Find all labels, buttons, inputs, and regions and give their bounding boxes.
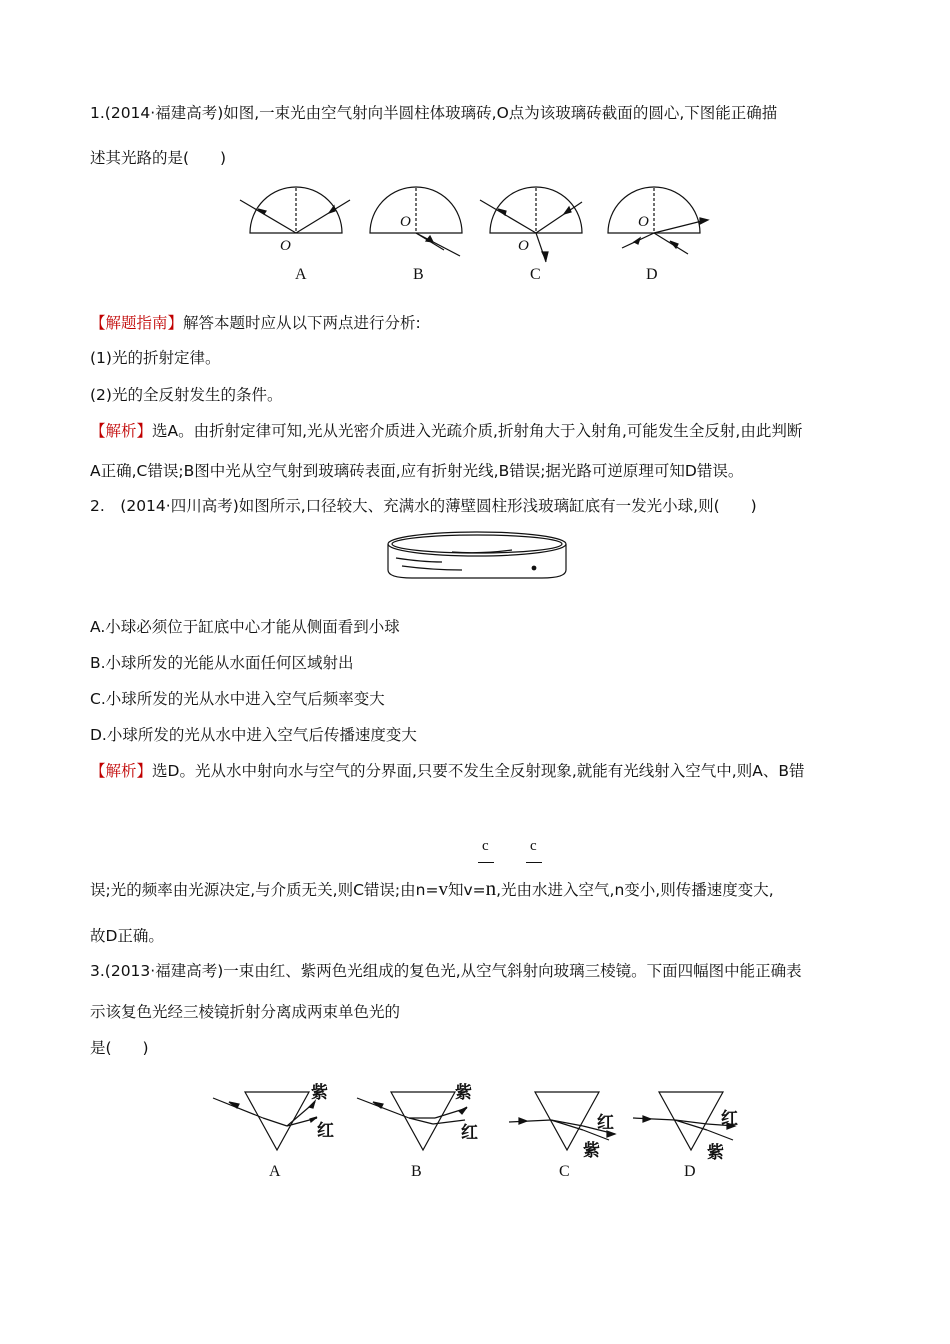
q2-stem: 2. (2014·四川高考)如图所示,口径较大、充满水的薄壁圆柱形浅玻璃缸底有一发光小球,则( ) <box>90 497 757 515</box>
q3-caption-a: A <box>269 1163 281 1180</box>
q1-center-label-a: O <box>280 238 291 254</box>
q3-d-purple-label: 紫 <box>707 1143 724 1162</box>
q1-caption-a: A <box>295 266 307 283</box>
q2-frac2-denominator: n <box>485 876 497 900</box>
q2-analysis <box>90 761 804 781</box>
q1-analysis-line2: A正确,C错误;B图中光从空气射到玻璃砖表面,应有折射光线,B错误;据光路可逆原理可知D错误。 <box>90 462 744 480</box>
q2-option-c: C.小球所发的光从水中进入空气后频率变大 <box>90 690 385 708</box>
q3-b-purple-label: 紫 <box>455 1083 472 1102</box>
q1-analysis <box>90 421 802 441</box>
q3-stem-line2: 示该复色光经三棱镜折射分离成两束单色光的 <box>90 1003 401 1021</box>
q2-option-b: B.小球所发的光能从水面任何区域射出 <box>90 654 354 672</box>
q2-option-a: A.小球必须位于缸底中心才能从侧面看到小球 <box>90 618 400 636</box>
q2-figure-glass-tank <box>382 528 572 588</box>
q1-center-label-c: O <box>518 238 529 254</box>
q1-figure-a <box>240 187 350 233</box>
q1-guide-text: 解答本题时应从以下两点进行分析: <box>183 314 421 332</box>
q1-figure-b <box>370 187 462 256</box>
q1-guide-tag: 【解题指南】 <box>90 314 184 332</box>
q3-c-red-label: 红 <box>597 1113 614 1132</box>
q2-analysis-line2-b: 知v= <box>447 881 486 899</box>
q1-caption-d: D <box>646 266 658 283</box>
q2-frac1-numerator: c <box>482 838 489 854</box>
q2-option-d: D.小球所发的光从水中进入空气后传播速度变大 <box>90 726 417 744</box>
q1-center-label-d: O <box>638 214 649 230</box>
q3-d-red-label: 红 <box>721 1109 738 1128</box>
q3-caption-b: B <box>411 1163 422 1180</box>
q1-analysis-text: 选A。由折射定律可知,光从光密介质进入光疏介质,折射角大于入射角,可能发生全反射,由此判断 <box>152 422 803 440</box>
q2-analysis-tag: 【解析】 <box>90 762 153 780</box>
q2-frac1-bar <box>478 862 494 863</box>
q3-caption-d: D <box>684 1163 696 1180</box>
q1-analysis-tag: 【解析】 <box>90 422 153 440</box>
q1-point1: (1)光的折射定律。 <box>90 349 221 367</box>
q2-analysis-line2-c: ,光由水进入空气,n变小,则传播速度变大, <box>496 881 774 899</box>
q2-analysis-line3: 故D正确。 <box>90 927 164 945</box>
q1-center-label-b: O <box>400 214 411 230</box>
q1-guide <box>90 313 421 333</box>
q2-analysis-line2 <box>90 878 774 900</box>
q3-stem-line1: 3.(2013·福建高考)一束由红、紫两色光组成的复色光,从空气斜射向玻璃三棱镜。下面四幅图中能正确表 <box>90 962 802 980</box>
q1-figure-c <box>480 187 582 262</box>
q3-figure-a <box>213 1092 317 1150</box>
q1-stem-line1: 1.(2014·福建高考)如图,一束光由空气射向半圆柱体玻璃砖,O点为该玻璃砖截面的圆心,下图能正确描 <box>90 104 778 122</box>
q2-analysis-text: 选D。光从水中射向水与空气的分界面,只要不发生全反射现象,就能有光线射入空气中,则A、B错 <box>152 762 805 780</box>
q3-figure-b <box>357 1092 467 1150</box>
q3-c-purple-label: 紫 <box>583 1141 600 1160</box>
q2-analysis-line2-a: 误;光的频率由光源决定,与介质无关,则C错误;由n= <box>90 881 439 899</box>
q3-b-red-label: 红 <box>461 1123 478 1142</box>
q3-a-purple-label: 紫 <box>311 1083 328 1102</box>
q3-stem-line3: 是( ) <box>90 1039 149 1057</box>
q3-a-red-label: 红 <box>317 1121 334 1140</box>
q1-stem-line2: 述其光路的是( ) <box>90 149 227 167</box>
q3-caption-c: C <box>559 1163 570 1180</box>
q1-caption-b: B <box>413 266 424 283</box>
q3-figures <box>205 1080 765 1165</box>
q2-frac2-bar <box>526 862 542 863</box>
q2-frac2-numerator: c <box>530 838 537 854</box>
q1-figure-d <box>608 187 708 254</box>
q1-point2: (2)光的全反射发生的条件。 <box>90 386 283 404</box>
q2-frac1-denominator: v <box>438 879 448 900</box>
q3-figure-d <box>633 1092 735 1150</box>
q1-caption-c: C <box>530 266 541 283</box>
